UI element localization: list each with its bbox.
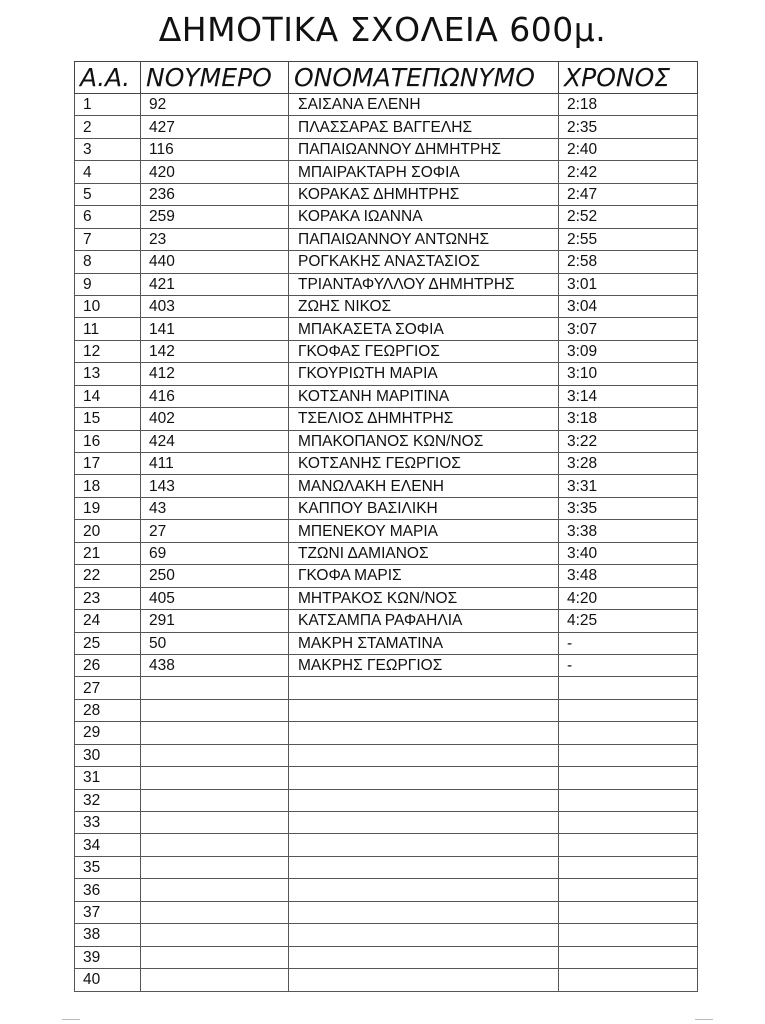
cell-time: 3:35 [559,497,698,519]
cell-name: ΠΑΠΑΙΩΑΝΝΟΥ ΑΝΤΩΝΗΣ [289,228,559,250]
cell-name: ΚΑΠΠΟΥ ΒΑΣΙΛΙΚΗ [289,497,559,519]
cell-name: ΜΑΝΩΛΑΚΗ ΕΛΕΝΗ [289,475,559,497]
cell-number [141,969,289,991]
cell-number: 259 [141,206,289,228]
cell-number [141,722,289,744]
cell-name [289,722,559,744]
cell-number [141,767,289,789]
table-row [75,228,698,250]
cell-number [141,901,289,923]
cell-name: ΤΖΩΝΙ ΔΑΜΙΑΝΟΣ [289,542,559,564]
cell-time: 3:38 [559,520,698,542]
cell-time: 3:18 [559,408,698,430]
table-row [75,587,698,609]
cell-name [289,699,559,721]
cell-name: ΜΠΑΚΟΠΑΝΟΣ ΚΩΝ/ΝΟΣ [289,430,559,452]
cell-number: 50 [141,632,289,654]
cell-aa: 20 [75,520,141,542]
cell-number: 92 [141,94,289,116]
cell-number: 142 [141,340,289,362]
table-row [75,812,698,834]
cell-time [559,946,698,968]
table-row [75,273,698,295]
table-row [75,699,698,721]
cell-time: 4:25 [559,610,698,632]
table-row [75,475,698,497]
cell-number: 141 [141,318,289,340]
table-row [75,946,698,968]
table-row [75,654,698,676]
cell-aa: 11 [75,318,141,340]
table-row [75,206,698,228]
cell-aa: 32 [75,789,141,811]
cell-aa: 30 [75,744,141,766]
cell-number: 69 [141,542,289,564]
cell-aa: 39 [75,946,141,968]
cell-time: 3:40 [559,542,698,564]
table-row [75,834,698,856]
cell-number: 424 [141,430,289,452]
table-row [75,632,698,654]
cell-number: 420 [141,161,289,183]
cell-time: - [559,654,698,676]
table-row [75,116,698,138]
cell-aa: 13 [75,363,141,385]
cell-aa: 22 [75,565,141,587]
table-row [75,408,698,430]
cell-aa: 12 [75,340,141,362]
cell-name: ΜΠΑΚΑΣΕΤΑ ΣΟΦΙΑ [289,318,559,340]
header-time: ΧΡΟΝΟΣ [559,62,698,94]
cell-number: 412 [141,363,289,385]
cell-time [559,677,698,699]
cell-time: 2:52 [559,206,698,228]
cell-number [141,812,289,834]
cell-number: 250 [141,565,289,587]
cell-time: 3:14 [559,385,698,407]
cell-name: ΤΡΙΑΝΤΑΦΥΛΛΟΥ ΔΗΜΗΤΡΗΣ [289,273,559,295]
cell-time: 2:55 [559,228,698,250]
cell-aa: 37 [75,901,141,923]
cell-time: 3:01 [559,273,698,295]
cell-time: - [559,632,698,654]
cell-number: 143 [141,475,289,497]
cell-aa: 17 [75,453,141,475]
cell-time: 3:10 [559,363,698,385]
cell-time: 2:35 [559,116,698,138]
cell-name: ΚΟΤΣΑΝΗ ΜΑΡΙΤΙΝΑ [289,385,559,407]
cell-name [289,767,559,789]
cell-aa: 28 [75,699,141,721]
header-name: ΟΝΟΜΑΤΕΠΩΝΥΜΟ [289,62,559,94]
cell-time [559,969,698,991]
cell-name: ΠΛΑΣΣΑΡΑΣ ΒΑΓΓΕΛΗΣ [289,116,559,138]
cell-number: 440 [141,251,289,273]
cell-time [559,699,698,721]
cell-aa: 38 [75,924,141,946]
cell-number [141,699,289,721]
cell-name: ΜΗΤΡΑΚΟΣ ΚΩΝ/ΝΟΣ [289,587,559,609]
cell-time: 2:47 [559,183,698,205]
cell-name: ΓΚΟΦΑ ΜΑΡΙΣ [289,565,559,587]
cell-aa: 18 [75,475,141,497]
cell-name: ΓΚΟΦΑΣ ΓΕΩΡΓΙΟΣ [289,340,559,362]
cell-aa: 29 [75,722,141,744]
cell-name: ΖΩΗΣ ΝΙΚΟΣ [289,295,559,317]
cell-time: 4:20 [559,587,698,609]
cell-number: 291 [141,610,289,632]
cell-time: 2:18 [559,94,698,116]
cell-time: 3:22 [559,430,698,452]
cell-name [289,812,559,834]
table-row [75,340,698,362]
cell-aa: 10 [75,295,141,317]
cell-name: ΚΟΡΑΚΑΣ ΔΗΜΗΤΡΗΣ [289,183,559,205]
cell-name [289,677,559,699]
cell-aa: 21 [75,542,141,564]
table-body [75,94,698,992]
cell-time: 3:28 [559,453,698,475]
cell-number [141,677,289,699]
cell-aa: 5 [75,183,141,205]
table-row [75,161,698,183]
cell-number: 411 [141,453,289,475]
cell-number [141,924,289,946]
corner-mark-right [695,1019,713,1024]
table-row [75,318,698,340]
header-number: ΝΟΥΜΕΡΟ [141,62,289,94]
cell-time [559,834,698,856]
cell-number: 43 [141,497,289,519]
table-row [75,767,698,789]
table-row [75,969,698,991]
cell-aa: 1 [75,94,141,116]
cell-number: 403 [141,295,289,317]
cell-aa: 34 [75,834,141,856]
cell-time [559,812,698,834]
results-table [74,61,698,992]
cell-name: ΜΠΕΝΕΚΟΥ ΜΑΡΙΑ [289,520,559,542]
cell-name: ΓΚΟΥΡΙΩΤΗ ΜΑΡΙΑ [289,363,559,385]
cell-aa: 3 [75,138,141,160]
table-row [75,520,698,542]
cell-aa: 33 [75,812,141,834]
cell-time [559,924,698,946]
cell-number: 416 [141,385,289,407]
cell-time: 3:48 [559,565,698,587]
cell-aa: 6 [75,206,141,228]
table-row [75,924,698,946]
cell-aa: 8 [75,251,141,273]
cell-aa: 4 [75,161,141,183]
cell-name [289,856,559,878]
cell-aa: 36 [75,879,141,901]
cell-number [141,879,289,901]
corner-mark-left [62,1019,80,1024]
cell-number: 23 [141,228,289,250]
cell-time [559,789,698,811]
cell-time: 3:09 [559,340,698,362]
cell-number [141,789,289,811]
cell-name: ΤΣΕΛΙΟΣ ΔΗΜΗΤΡΗΣ [289,408,559,430]
cell-aa: 27 [75,677,141,699]
cell-name: ΚΑΤΣΑΜΠΑ ΡΑΦΑΗΛΙΑ [289,610,559,632]
cell-name: ΜΠΑΙΡΑΚΤΑΡΗ ΣΟΦΙΑ [289,161,559,183]
cell-number: 438 [141,654,289,676]
cell-time: 3:07 [559,318,698,340]
cell-number: 236 [141,183,289,205]
cell-number [141,856,289,878]
table-row [75,295,698,317]
header-row [75,62,698,94]
cell-time: 3:31 [559,475,698,497]
cell-time: 2:42 [559,161,698,183]
table-row [75,251,698,273]
table-row [75,565,698,587]
cell-number: 402 [141,408,289,430]
cell-time [559,744,698,766]
cell-aa: 24 [75,610,141,632]
cell-number: 116 [141,138,289,160]
table-row [75,183,698,205]
cell-number: 427 [141,116,289,138]
cell-name [289,744,559,766]
cell-aa: 2 [75,116,141,138]
cell-name [289,879,559,901]
cell-time [559,879,698,901]
cell-aa: 7 [75,228,141,250]
cell-number [141,946,289,968]
cell-number: 421 [141,273,289,295]
cell-name [289,789,559,811]
cell-aa: 35 [75,856,141,878]
cell-name [289,924,559,946]
cell-name: ΚΟΤΣΑΝΗΣ ΓΕΩΡΓΙΟΣ [289,453,559,475]
table-row [75,610,698,632]
cell-name: ΠΑΠΑΙΩΑΝΝΟΥ ΔΗΜΗΤΡΗΣ [289,138,559,160]
table-row [75,453,698,475]
cell-time: 2:58 [559,251,698,273]
cell-aa: 16 [75,430,141,452]
cell-aa: 9 [75,273,141,295]
table-row [75,138,698,160]
cell-name: ΜΑΚΡΗ ΣΤΑΜΑΤΙΝΑ [289,632,559,654]
cell-aa: 25 [75,632,141,654]
table-row [75,789,698,811]
table-row [75,430,698,452]
cell-name [289,834,559,856]
table-row [75,722,698,744]
table-row [75,677,698,699]
cell-number [141,744,289,766]
cell-time [559,901,698,923]
cell-time [559,856,698,878]
cell-aa: 40 [75,969,141,991]
cell-name: ΣΑΙΣΑΝΑ ΕΛΕΝΗ [289,94,559,116]
cell-number: 27 [141,520,289,542]
cell-name: ΚΟΡΑΚΑ ΙΩΑΝΝΑ [289,206,559,228]
table-row [75,879,698,901]
table-row [75,901,698,923]
cell-time: 3:04 [559,295,698,317]
table-row [75,363,698,385]
cell-time [559,767,698,789]
page-title: ΔΗΜΟΤΙΚΑ ΣΧΟΛΕΙΑ 600μ. [158,10,607,49]
table-row [75,744,698,766]
cell-number: 405 [141,587,289,609]
cell-name: ΜΑΚΡΗΣ ΓΕΩΡΓΙΟΣ [289,654,559,676]
header-aa: Α.Α. [75,62,141,94]
cell-aa: 23 [75,587,141,609]
cell-aa: 19 [75,497,141,519]
table-row [75,497,698,519]
cell-name: ΡΟΓΚΑΚΗΣ ΑΝΑΣΤΑΣΙΟΣ [289,251,559,273]
cell-name [289,946,559,968]
cell-aa: 26 [75,654,141,676]
cell-name [289,901,559,923]
table-row [75,542,698,564]
table-row [75,94,698,116]
cell-aa: 31 [75,767,141,789]
table-row [75,385,698,407]
table-row [75,856,698,878]
cell-name [289,969,559,991]
cell-aa: 14 [75,385,141,407]
cell-aa: 15 [75,408,141,430]
cell-number [141,834,289,856]
cell-time: 2:40 [559,138,698,160]
cell-time [559,722,698,744]
